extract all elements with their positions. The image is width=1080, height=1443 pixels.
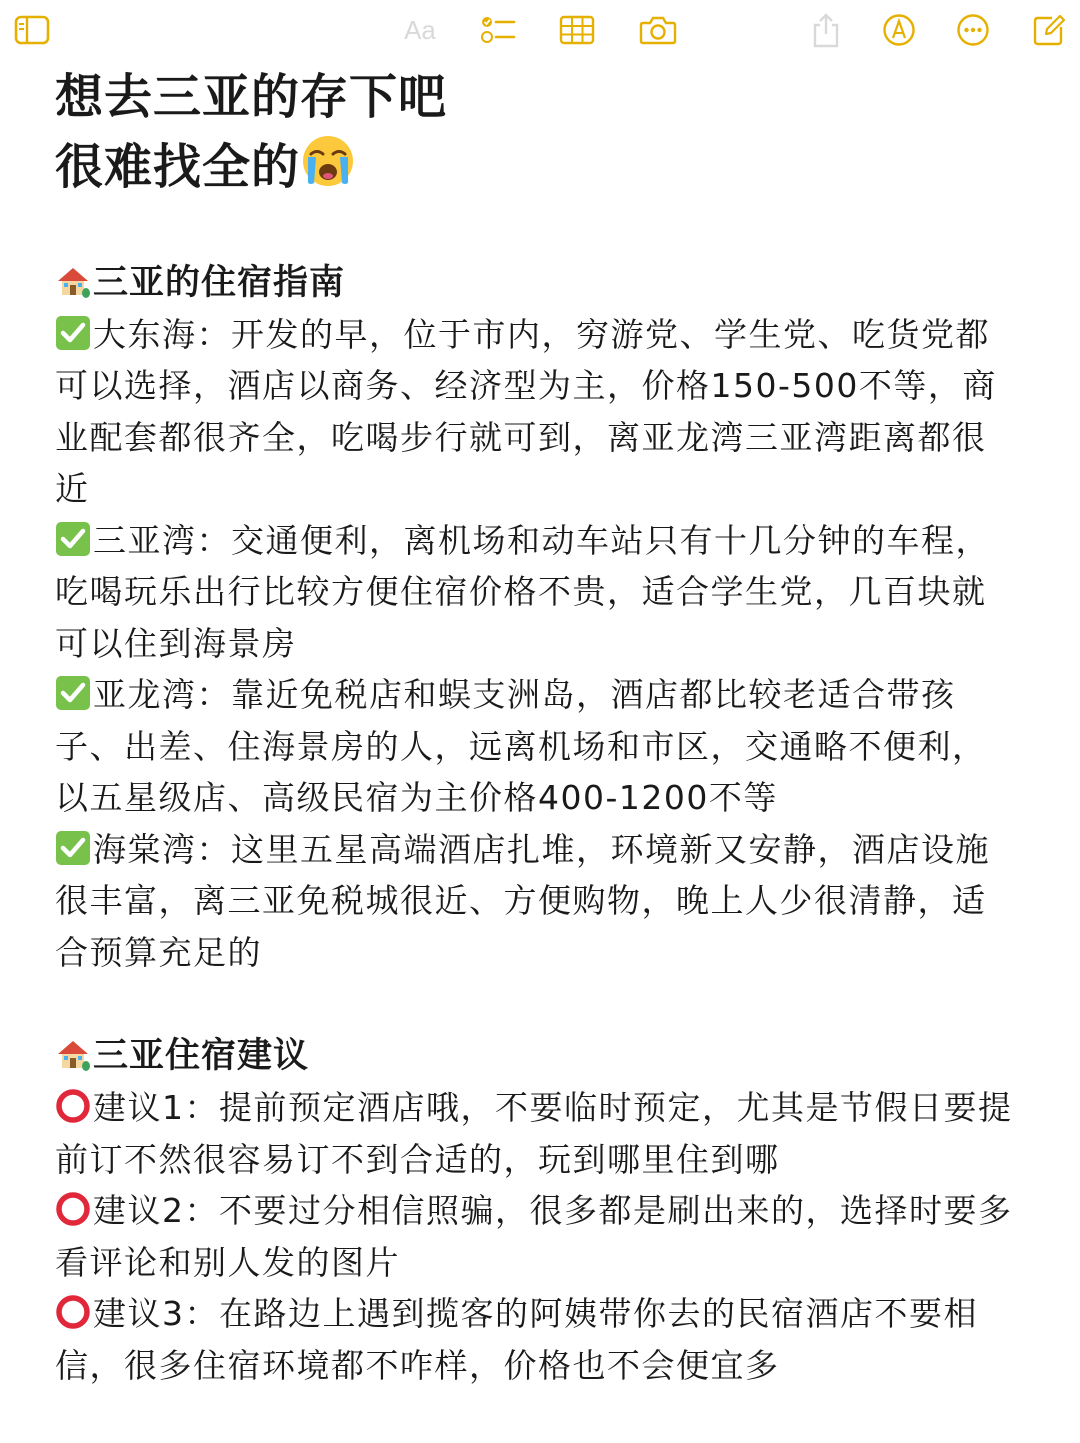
checklist-icon[interactable] — [478, 10, 518, 50]
list-item — [55, 515, 1015, 670]
list-item-text: 海棠湾：这里五星高端酒店扎堆，环境新又安静，酒店设施很丰富，离三亚免税城很近、方便购物，晚上人少很清静，适合预算充足的 — [55, 829, 990, 972]
check-mark-icon — [55, 314, 91, 350]
more-options-icon[interactable] — [953, 10, 993, 50]
list-item — [55, 669, 1015, 824]
red-circle-icon — [55, 1293, 91, 1329]
list-item — [55, 1288, 1015, 1391]
note-title — [55, 62, 1015, 208]
check-mark-icon — [55, 674, 91, 710]
list-item-text: 建议2：不要过分相信照骗，很多都是刷出来的，选择时要多看评论和别人发的图片 — [55, 1191, 1013, 1282]
share-icon[interactable] — [806, 10, 846, 50]
section-accommodation-tips — [55, 1030, 1015, 1391]
sidebar-toggle-icon[interactable] — [12, 10, 52, 50]
list-item-text: 建议3：在路边上遇到揽客的阿姨带你去的民宿酒店不要相信，很多住宿环境都不咋样，价格也不会便宜多 — [55, 1294, 978, 1385]
check-mark-icon — [55, 829, 91, 865]
markup-pen-icon[interactable] — [879, 10, 919, 50]
house-icon — [55, 262, 91, 298]
list-item — [55, 309, 1015, 515]
check-mark-icon — [55, 520, 91, 556]
note-body[interactable] — [55, 62, 1015, 1391]
list-item-text: 大东海：开发的早，位于市内，穷游党、学生党、吃货党都可以选择，酒店以商务、经济型为主，价格150-500不等，商业配套都很齐全，吃喝步行就可到，离亚龙湾三亚湾距离都很近 — [55, 314, 997, 508]
notes-toolbar — [0, 0, 1080, 60]
red-circle-icon — [55, 1190, 91, 1226]
list-item-text: 三亚湾：交通便利，离机场和动车站只有十几分钟的车程，吃喝玩乐出行比较方便住宿价格不贵，适合学生党，几百块就可以住到海景房 — [55, 520, 990, 663]
section-heading: 三亚住宿建议 — [93, 1036, 310, 1076]
list-item-text: 建议1：提前预定酒店哦，不要临时预定，尤其是节假日要提前订不然很容易订不到合适的，玩到哪里住到哪 — [55, 1088, 1013, 1179]
compose-icon[interactable] — [1029, 10, 1069, 50]
title-line-2: 很难找全的 — [55, 139, 301, 195]
list-item — [55, 1185, 1015, 1288]
camera-icon[interactable] — [638, 10, 678, 50]
crying-face-icon — [300, 133, 356, 208]
section-accommodation-guide — [55, 257, 1015, 979]
house-icon — [55, 1035, 91, 1071]
title-line-1: 想去三亚的存下吧 — [55, 69, 448, 125]
list-item — [55, 824, 1015, 979]
section-heading: 三亚的住宿指南 — [93, 262, 346, 303]
list-item-text: 亚龙湾：靠近免税店和蜈支洲岛，酒店都比较老适合带孩子、出差、住海景房的人，远离机场和市区，交通略不便利，以五星级店、高级民宿为主价格400-1200不等 — [55, 675, 987, 817]
format-text-button[interactable]: Aa — [404, 14, 436, 45]
table-icon[interactable] — [557, 10, 597, 50]
list-item — [55, 1082, 1015, 1185]
red-circle-icon — [55, 1087, 91, 1123]
